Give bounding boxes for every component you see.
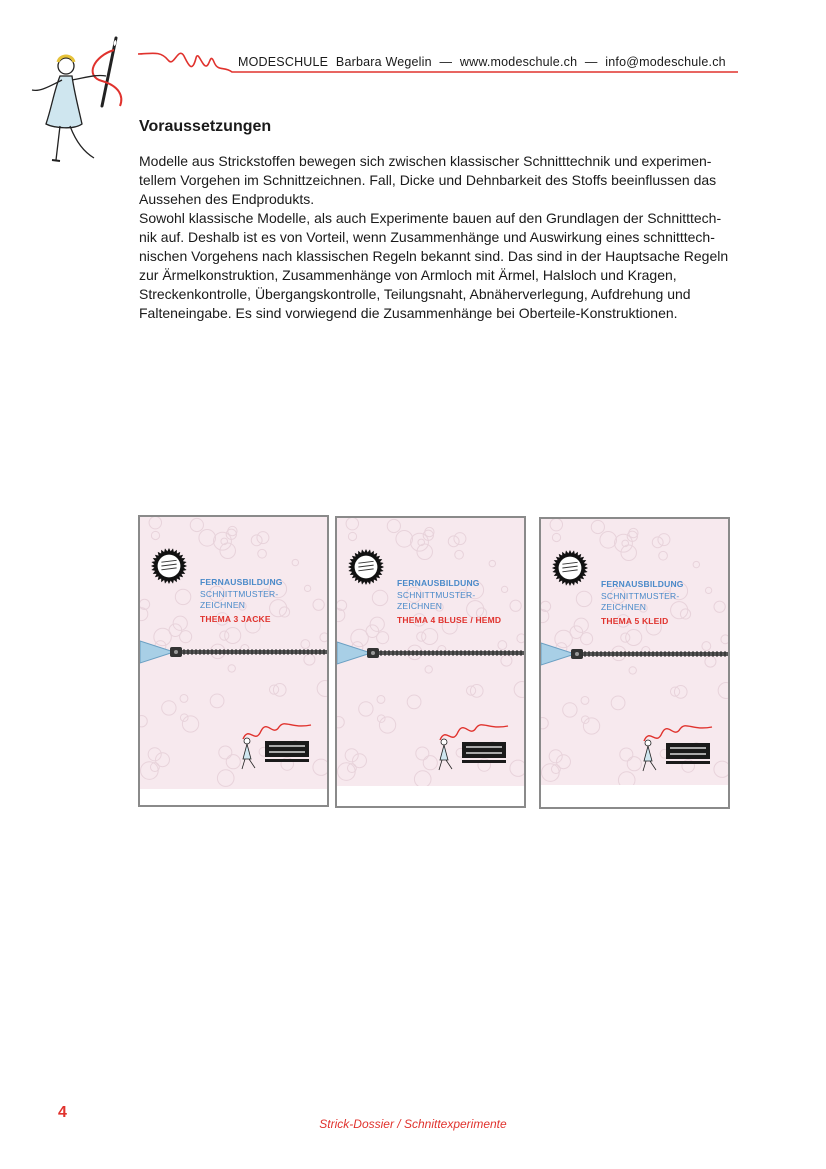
cover-topic: THEMA 4 BLUSE / HEMD	[397, 615, 502, 625]
header-separator-1: —	[439, 55, 453, 69]
cover-topic: THEMA 3 JACKE	[200, 614, 271, 624]
cover-topic: THEMA 5 KLEID	[601, 616, 669, 626]
cover-thumbnail-jacke[interactable]	[138, 515, 329, 807]
cover-school-logo	[634, 717, 714, 773]
page-number: 4	[58, 1104, 67, 1121]
footer-title: Strick-Dossier / Schnittexperimente	[319, 1117, 507, 1131]
cover-seal-badge	[150, 547, 188, 585]
page-header	[238, 55, 730, 69]
header-school: MODESCHULE	[238, 55, 329, 69]
cover-thumbnail-kleid[interactable]	[539, 517, 730, 809]
cover-seal-badge	[347, 548, 385, 586]
cover-zipper	[140, 639, 327, 665]
header-website-link[interactable]: www.modeschule.ch	[459, 55, 578, 69]
section-title: Voraussetzungen	[139, 118, 272, 135]
cover-subtitle: SCHNITTMUSTER-ZEICHNEN	[200, 589, 279, 610]
cover-heading: FERNAUSBILDUNG	[601, 579, 684, 589]
header-name: Barbara Wegelin	[335, 55, 432, 69]
body-paragraph: Modelle aus Strickstoffen bewegen sich zwischen klassischer Schnitttechnik und experimen-tellem Vorgehen im Schnittzeichnen. Fall, Dicke und Dehnbarkeit des Stoffs beeinflussen das Aussehen des Endprodukts.	[139, 153, 717, 207]
cover-thumbnail-bluse-hemd[interactable]	[335, 516, 526, 808]
cover-seal-badge	[551, 549, 589, 587]
cover-school-logo	[430, 716, 510, 772]
mascot-logo-illustration	[24, 36, 134, 166]
cover-heading: FERNAUSBILDUNG	[397, 578, 480, 588]
cover-school-logo	[233, 715, 313, 771]
cover-zipper	[541, 641, 728, 667]
body-paragraph: Sowohl klassische Modelle, als auch Experimente bauen auf den Grundlagen der Schnitttech-nik auf. Deshalb ist es von Vorteil, wenn Zusammenhänge und Auswirkung eines schnitttech-nischen Vorgehens nach klassischen Regeln bekannt sind. Das sind in der Hauptsache Regeln zur Ärmelkonstruktion, Zusammenhänge von Armloch mit Ärmel, Halsloch und Kragen, Streckenkontrolle, Übergangskontrolle, Teilungsnaht, Abnäherverlegung, Aufdrehung und Falteneingabe. Es sind vorwiegend die Zusammenhänge bei Oberteile-Konstruktionen.	[139, 210, 729, 321]
cover-heading: FERNAUSBILDUNG	[200, 577, 283, 587]
section-body	[139, 152, 735, 323]
cover-subtitle: SCHNITTMUSTER-ZEICHNEN	[397, 590, 476, 611]
cover-zipper	[337, 640, 524, 666]
cover-subtitle: SCHNITTMUSTER-ZEICHNEN	[601, 591, 680, 612]
header-email-link[interactable]: info@modeschule.ch	[605, 55, 726, 69]
header-separator-2: —	[584, 55, 598, 69]
